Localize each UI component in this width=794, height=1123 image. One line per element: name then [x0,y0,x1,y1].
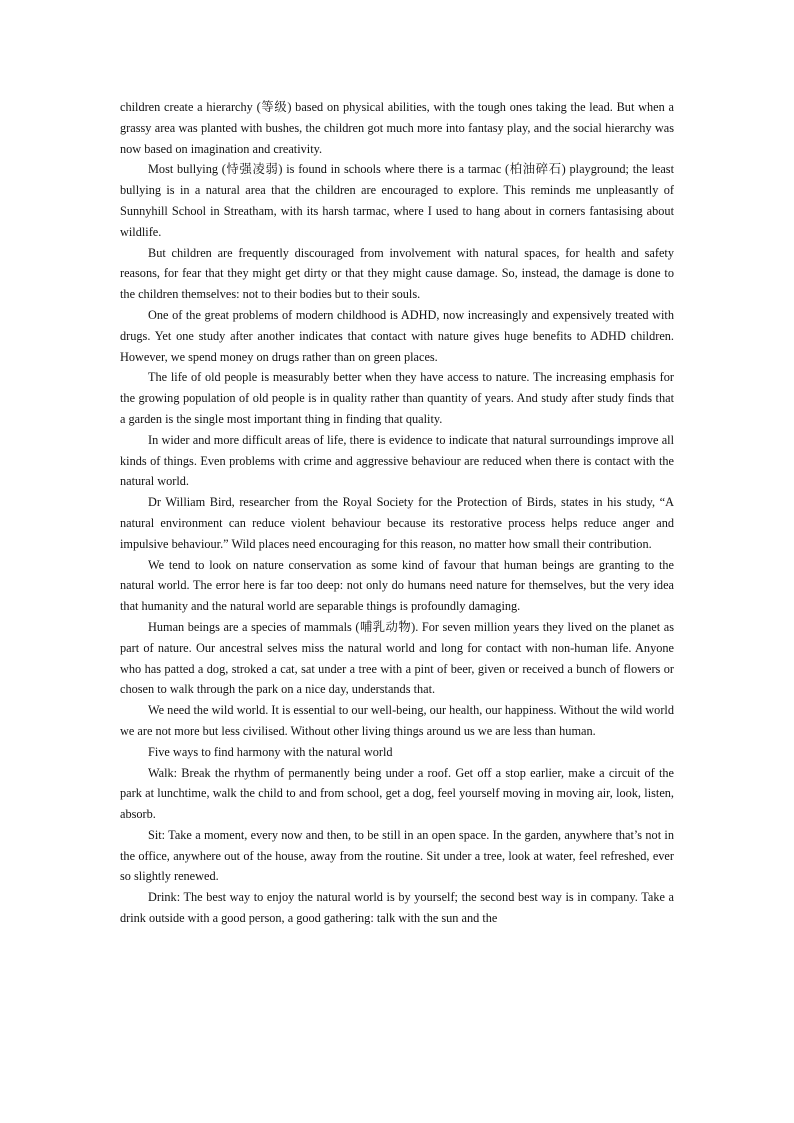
paragraph-william-bird: Dr William Bird, researcher from the Royal Society for the Protection of Birds, states in his study, “A natural environment can reduce violent behaviour because its restorative process helps reduce anger and impulsive behaviour.” Wild places need encouraging for this reason, no matter how small their contribution. [120,495,674,551]
paragraph-old-people: The life of old people is measurably better when they have access to nature. The increasing emphasis for the growing population of old people is in quality rather than quantity of years. And study after study finds that a garden is the single most important thing in finding that quality. [120,370,674,426]
paragraph-conservation: We tend to look on nature conservation as some kind of favour that human beings are granting to the natural world. The error here is far too deep: not only do humans need nature for themselves, but the very idea that humanity and the natural world are separable things is profoundly damaging. [120,557,674,614]
document-body [120,97,674,929]
paragraph-mammals: Human beings are a species of mammals (哺乳动物). For seven million years they lived on the planet as part of nature. Our ancestral selves miss the natural world and long for contact with non-human life. Anyone who has patted a dog, stroked a cat, sat under a tree with a pint of beer, given or received a bunch of flowers or chosen to walk through the park on a nice day, understands that. [120,619,674,697]
section-heading-five-ways: Five ways to find harmony with the natural world [148,744,393,759]
paragraph-drink: Drink: The best way to enjoy the natural world is by yourself; the second best way is in company. Take a drink outside with a good person, a good gathering: talk with the sun and the [120,890,674,926]
paragraph-wild-world: We need the wild world. It is essential to our well-being, our health, our happiness. Without the wild world we are not more but less civilised. Without other living things around us we are less than human. [120,703,674,738]
paragraph-bullying: Most bullying (恃强凌弱) is found in schools where there is a tarmac (柏油碎石) playground; the least bullying is in a natural area that the children are encouraged to explore. This reminds me unpleasantly of Sunnyhill School in Streatham, with its harsh tarmac, where I used to hang about in corners fantasising about wildlife. [120,162,674,239]
paragraph-discouraged: But children are frequently discouraged from involvement with natural spaces, for health and safety reasons, for fear that they might get dirty or that they might cause damage. So, instead, the damage is done to the children themselves: not to their bodies but to their souls. [120,245,674,302]
paragraph-continuation: children create a hierarchy (等级) based on physical abilities, with the tough ones taking the lead. But when a grassy area was planted with bushes, the children got much more into fantasy play, and the social hierarchy was now based on imagination and creativity. [120,100,674,156]
paragraph-walk: Walk: Break the rhythm of permanently being under a roof. Get off a stop earlier, make a circuit of the park at lunchtime, walk the child to and from school, get a dog, feel yourself moving in moving air, look, listen, absorb. [120,765,674,822]
paragraph-wider-areas: In wider and more difficult areas of life, there is evidence to indicate that natural surroundings improve all kinds of things. Even problems with crime and aggressive behaviour are reduced when there is contact with the natural world. [120,432,674,489]
paragraph-sit: Sit: Take a moment, every now and then, to be still in an open space. In the garden, anywhere that’s not in the office, anywhere out of the house, away from the routine. Sit under a tree, look at water, feel refreshed, ever so slightly renewed. [120,827,674,884]
paragraph-adhd: One of the great problems of modern childhood is ADHD, now increasingly and expensively treated with drugs. Yet one study after another indicates that contact with nature gives huge benefits to ADHD children. However, we spend money on drugs rather than on green places. [120,307,674,364]
